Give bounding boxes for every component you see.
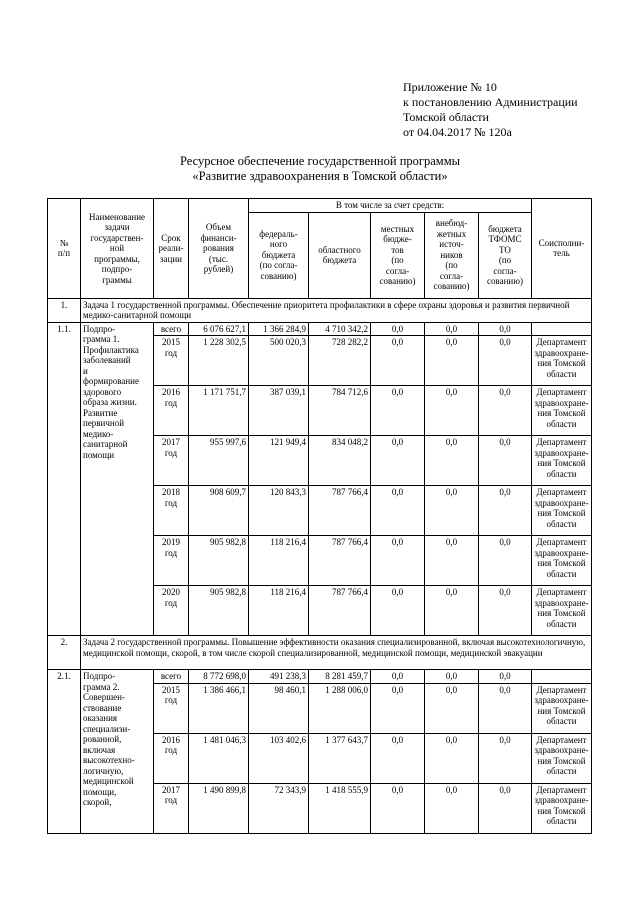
cell-federal: 98 460,1 [249, 683, 309, 733]
annex-line: от 04.04.2017 № 120а [403, 125, 512, 139]
header-incl: В том числе за счет средств: [249, 199, 532, 213]
task-text: Задача 1 государственной программы. Обеспечение приоритета профилактики в сфере охраны здоровья и развития первичной медико-санитарной помощи [81, 298, 592, 322]
cell-term: 2020 год [154, 586, 189, 636]
header-extra: внебюд- жетных источ- ников (по согла- сованию) [425, 212, 479, 298]
cell-term: 2015 год [154, 683, 189, 733]
subprogram-num: 2.1. [48, 670, 81, 834]
header-local: местных бюдже- тов (по согла- сованию) [371, 212, 425, 298]
cell-tfoms: 0,0 [479, 783, 532, 833]
cell-term: всего [154, 322, 189, 336]
cell-local: 0,0 [371, 322, 425, 336]
cell-term: 2017 год [154, 436, 189, 486]
cell-tfoms: 0,0 [479, 670, 532, 684]
cell-term: всего [154, 670, 189, 684]
cell-extra: 0,0 [425, 336, 479, 386]
cell-tfoms: 0,0 [479, 486, 532, 536]
table-row [48, 670, 592, 684]
cell-volume: 905 982,8 [189, 586, 249, 636]
cell-extra: 0,0 [425, 783, 479, 833]
cell-regional: 728 282,2 [309, 336, 371, 386]
cell-regional: 787 766,4 [309, 486, 371, 536]
task-row [48, 298, 592, 322]
header-coexec: Соисполни- тель [532, 199, 592, 299]
cell-coexec [532, 670, 592, 684]
cell-tfoms: 0,0 [479, 733, 532, 783]
cell-coexec: Департамент здравоохране- ния Томской области [532, 436, 592, 486]
cell-local: 0,0 [371, 783, 425, 833]
cell-volume: 1 171 751,7 [189, 386, 249, 436]
cell-federal: 121 949,4 [249, 436, 309, 486]
annex-line: Приложение № 10 [403, 80, 497, 94]
cell-volume: 1 490 899,8 [189, 783, 249, 833]
cell-federal: 500 020,3 [249, 336, 309, 386]
cell-extra: 0,0 [425, 536, 479, 586]
cell-local: 0,0 [371, 586, 425, 636]
cell-term: 2016 год [154, 733, 189, 783]
cell-extra: 0,0 [425, 386, 479, 436]
cell-tfoms: 0,0 [479, 322, 532, 336]
cell-volume: 905 982,8 [189, 536, 249, 586]
cell-federal: 387 039,1 [249, 386, 309, 436]
cell-coexec [532, 322, 592, 336]
header-name: Наименование задачи государствен- ной программы, подпро- граммы [81, 199, 154, 299]
cell-regional: 1 418 555,9 [309, 783, 371, 833]
table-row [48, 322, 592, 336]
cell-local: 0,0 [371, 683, 425, 733]
cell-term: 2018 год [154, 486, 189, 536]
cell-volume: 908 609,7 [189, 486, 249, 536]
cell-extra: 0,0 [425, 436, 479, 486]
cell-volume: 1 481 046,3 [189, 733, 249, 783]
cell-regional: 1 377 643,7 [309, 733, 371, 783]
header-regional: областного бюджета [309, 212, 371, 298]
cell-extra: 0,0 [425, 670, 479, 684]
cell-coexec: Департамент здравоохране- ния Томской области [532, 486, 592, 536]
cell-term: 2019 год [154, 536, 189, 586]
title-line: Ресурсное обеспечение государственной программы [179, 154, 461, 168]
cell-volume: 1 386 466,1 [189, 683, 249, 733]
cell-tfoms: 0,0 [479, 536, 532, 586]
cell-coexec: Департамент здравоохране- ния Томской области [532, 783, 592, 833]
cell-volume: 6 076 627,1 [189, 322, 249, 336]
cell-local: 0,0 [371, 436, 425, 486]
header-volume: Объем финанси- рования (тыс. рублей) [189, 199, 249, 299]
cell-local: 0,0 [371, 536, 425, 586]
document-title [0, 154, 640, 184]
cell-regional: 787 766,4 [309, 536, 371, 586]
cell-regional: 8 281 459,7 [309, 670, 371, 684]
annex-line: к постановлению Администрации [403, 95, 578, 109]
cell-tfoms: 0,0 [479, 386, 532, 436]
cell-regional: 1 288 006,0 [309, 683, 371, 733]
resource-table [47, 198, 592, 834]
cell-volume: 1 228 302,5 [189, 336, 249, 386]
cell-regional: 834 048,2 [309, 436, 371, 486]
header-term: Срок реали- зации [154, 199, 189, 299]
cell-tfoms: 0,0 [479, 436, 532, 486]
cell-extra: 0,0 [425, 586, 479, 636]
cell-local: 0,0 [371, 670, 425, 684]
task-row [48, 636, 592, 670]
annex-block [403, 80, 578, 140]
cell-regional: 787 766,4 [309, 586, 371, 636]
cell-federal: 72 343,9 [249, 783, 309, 833]
title-line: «Развитие здравоохранения в Томской области» [192, 169, 448, 183]
cell-term: 2016 год [154, 386, 189, 436]
cell-tfoms: 0,0 [479, 336, 532, 386]
header-tfoms: бюджета ТФОМС ТО (по согла- сованию) [479, 212, 532, 298]
subprogram-num: 1.1. [48, 322, 81, 636]
task-num: 1. [48, 298, 81, 322]
subprogram-name: Подпро- грамма 2. Совершен- ствование оказания специализи- рованной, включая высокотехно- логичную, медицинской помощи, скорой, [81, 670, 154, 834]
cell-extra: 0,0 [425, 733, 479, 783]
cell-federal: 1 366 284,9 [249, 322, 309, 336]
cell-coexec: Департамент здравоохране- ния Томской области [532, 586, 592, 636]
cell-local: 0,0 [371, 336, 425, 386]
cell-tfoms: 0,0 [479, 586, 532, 636]
header-num: № п/п [48, 199, 81, 299]
cell-local: 0,0 [371, 486, 425, 536]
task-text: Задача 2 государственной программы. Повышение эффективности оказания специализированной, включая высокотехнологичную, медицинской помощи, скорой, в том числе скорой специализированной, медицинской помощи, медицинской эвакуации [81, 636, 592, 670]
cell-federal: 118 216,4 [249, 586, 309, 636]
cell-coexec: Департамент здравоохране- ния Томской области [532, 386, 592, 436]
cell-volume: 955 997,6 [189, 436, 249, 486]
cell-volume: 8 772 698,0 [189, 670, 249, 684]
cell-term: 2017 год [154, 783, 189, 833]
cell-local: 0,0 [371, 733, 425, 783]
cell-federal: 118 216,4 [249, 536, 309, 586]
header-federal: федераль- ного бюджета (по согла- сованию) [249, 212, 309, 298]
cell-federal: 120 843,3 [249, 486, 309, 536]
cell-federal: 491 238,3 [249, 670, 309, 684]
cell-coexec: Департамент здравоохране- ния Томской области [532, 683, 592, 733]
cell-tfoms: 0,0 [479, 683, 532, 733]
cell-local: 0,0 [371, 386, 425, 436]
subprogram-name: Подпро- грамма 1. Профилактика заболеваний и формирование здорового образа жизни. Развитие первичной медико- санитарной помощи [81, 322, 154, 636]
cell-extra: 0,0 [425, 683, 479, 733]
cell-extra: 0,0 [425, 322, 479, 336]
cell-coexec: Департамент здравоохране- ния Томской области [532, 733, 592, 783]
cell-coexec: Департамент здравоохране- ния Томской области [532, 336, 592, 386]
annex-line: Томской области [403, 110, 489, 124]
task-num: 2. [48, 636, 81, 670]
cell-regional: 784 712,6 [309, 386, 371, 436]
cell-extra: 0,0 [425, 486, 479, 536]
cell-regional: 4 710 342,2 [309, 322, 371, 336]
cell-coexec: Департамент здравоохране- ния Томской области [532, 536, 592, 586]
cell-term: 2015 год [154, 336, 189, 386]
cell-federal: 103 402,6 [249, 733, 309, 783]
